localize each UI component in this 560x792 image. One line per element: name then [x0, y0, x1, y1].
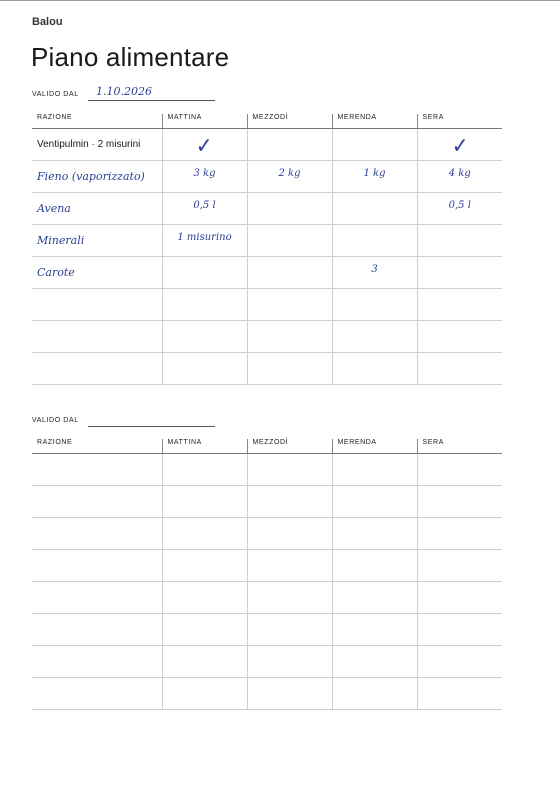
table-row [32, 614, 502, 646]
owner-name: Balou [32, 16, 63, 28]
table-header-row [32, 439, 502, 454]
mattina-value: 0,5 l [193, 200, 216, 211]
feeding-table-2 [32, 439, 502, 710]
col-header-razione: RAZIONE [32, 114, 162, 129]
merenda-cell[interactable] [332, 257, 417, 289]
page-title: Piano alimentare [31, 42, 230, 72]
sera-cell[interactable] [417, 321, 502, 353]
mattina-cell[interactable] [162, 550, 247, 582]
mattina-cell[interactable] [162, 614, 247, 646]
mattina-value: 3 kg [193, 168, 216, 179]
check-icon: ✓ [196, 134, 213, 159]
merenda-value: 3 [371, 264, 378, 275]
sera-cell[interactable] [417, 646, 502, 678]
mezzodi-cell[interactable] [247, 486, 332, 518]
ration-cell[interactable]: Fieno (vaporizzato) [32, 161, 162, 193]
valid-from-line [88, 100, 215, 101]
mattina-cell[interactable] [162, 646, 247, 678]
mezzodi-cell[interactable] [247, 257, 332, 289]
mezzodi-cell[interactable] [247, 454, 332, 486]
sera-cell[interactable] [417, 614, 502, 646]
mezzodi-cell[interactable] [247, 614, 332, 646]
ration-cell[interactable] [32, 614, 162, 646]
sera-cell[interactable] [417, 486, 502, 518]
merenda-value: 1 kg [363, 168, 386, 179]
ration-cell[interactable] [32, 550, 162, 582]
table-row [32, 353, 502, 385]
col-header-mezzodi: MEZZODÌ [247, 439, 332, 454]
merenda-cell[interactable] [332, 129, 417, 161]
ration-cell[interactable]: Carote [32, 257, 162, 289]
merenda-cell[interactable] [332, 646, 417, 678]
ration-cell[interactable]: Avena [32, 193, 162, 225]
ration-cell[interactable] [32, 678, 162, 710]
ration-cell[interactable] [32, 289, 162, 321]
merenda-cell[interactable] [332, 486, 417, 518]
mattina-cell[interactable] [162, 321, 247, 353]
sera-value: 0,5 l [448, 200, 471, 211]
mezzodi-cell[interactable] [247, 161, 332, 193]
col-header-mattina: MATTINA [162, 439, 247, 454]
mezzodi-cell[interactable] [247, 321, 332, 353]
sera-cell[interactable] [417, 550, 502, 582]
mezzodi-cell[interactable] [247, 646, 332, 678]
mattina-cell[interactable] [162, 518, 247, 550]
col-header-merenda: MERENDA [332, 439, 417, 454]
sera-cell[interactable] [417, 518, 502, 550]
table-row [32, 518, 502, 550]
mattina-cell[interactable] [162, 582, 247, 614]
ration-cell[interactable] [32, 582, 162, 614]
sera-cell[interactable] [417, 678, 502, 710]
table-row [32, 678, 502, 710]
table-row [32, 289, 502, 321]
col-header-sera: SERA [417, 439, 502, 454]
sera-cell[interactable] [417, 582, 502, 614]
merenda-cell[interactable] [332, 518, 417, 550]
merenda-cell[interactable] [332, 193, 417, 225]
mezzodi-cell[interactable] [247, 582, 332, 614]
ration-cell[interactable] [32, 486, 162, 518]
sera-cell[interactable] [417, 225, 502, 257]
mattina-cell[interactable] [162, 486, 247, 518]
table-row [32, 646, 502, 678]
col-header-merenda: MERENDA [332, 114, 417, 129]
mattina-cell[interactable] [162, 454, 247, 486]
mattina-cell[interactable] [162, 129, 247, 161]
mattina-cell[interactable] [162, 257, 247, 289]
col-header-sera: SERA [417, 114, 502, 129]
merenda-cell[interactable] [332, 161, 417, 193]
table-header-row [32, 114, 502, 129]
ration-cell[interactable] [32, 454, 162, 486]
mezzodi-cell[interactable] [247, 518, 332, 550]
ration-cell[interactable] [32, 353, 162, 385]
table-row [32, 225, 502, 257]
ration-cell[interactable] [32, 518, 162, 550]
mezzodi-cell[interactable] [247, 678, 332, 710]
sera-cell[interactable] [417, 454, 502, 486]
col-header-mezzodi: MEZZODÌ [247, 114, 332, 129]
ration-cell[interactable]: Minerali [32, 225, 162, 257]
feeding-table-1 [32, 114, 502, 385]
mattina-value: 1 misurino [177, 232, 232, 243]
col-header-razione: RAZIONE [32, 439, 162, 454]
mattina-cell[interactable] [162, 289, 247, 321]
sera-cell[interactable] [417, 289, 502, 321]
sera-cell[interactable] [417, 161, 502, 193]
col-header-mattina: MATTINA [162, 114, 247, 129]
mezzodi-cell[interactable] [247, 353, 332, 385]
table-row [32, 161, 502, 193]
merenda-cell[interactable] [332, 614, 417, 646]
merenda-cell[interactable] [332, 321, 417, 353]
ration-cell[interactable]: Ventipulmin · 2 misurini [32, 129, 162, 161]
table-row [32, 454, 502, 486]
sera-value: 4 kg [448, 168, 471, 179]
ration-cell[interactable] [32, 646, 162, 678]
mezzodi-cell[interactable] [247, 550, 332, 582]
table-row [32, 321, 502, 353]
table-row [32, 582, 502, 614]
table-row [32, 257, 502, 289]
mattina-cell[interactable] [162, 161, 247, 193]
mezzodi-cell[interactable] [247, 289, 332, 321]
merenda-cell[interactable] [332, 225, 417, 257]
mattina-cell[interactable] [162, 225, 247, 257]
sera-cell[interactable] [417, 353, 502, 385]
valid-from-label: VALIDO DAL [32, 417, 79, 424]
mezzodi-cell[interactable] [247, 193, 332, 225]
table-row [32, 486, 502, 518]
mattina-cell[interactable] [162, 353, 247, 385]
merenda-cell[interactable] [332, 550, 417, 582]
merenda-cell[interactable] [332, 678, 417, 710]
valid-from-value[interactable]: 1.10.2026 [96, 85, 152, 98]
ration-cell[interactable] [32, 321, 162, 353]
check-icon: ✓ [451, 134, 469, 159]
mattina-cell[interactable] [162, 193, 247, 225]
merenda-cell[interactable] [332, 454, 417, 486]
mezzodi-cell[interactable] [247, 225, 332, 257]
merenda-cell[interactable] [332, 582, 417, 614]
sera-cell[interactable] [417, 129, 502, 161]
sera-cell[interactable] [417, 193, 502, 225]
table-row [32, 129, 502, 161]
sera-cell[interactable] [417, 257, 502, 289]
merenda-cell[interactable] [332, 289, 417, 321]
mattina-cell[interactable] [162, 678, 247, 710]
valid-from-label: VALIDO DAL [32, 91, 79, 98]
mezzodi-value: 2 kg [278, 168, 301, 179]
valid-from-line [88, 426, 215, 427]
table-row [32, 550, 502, 582]
table-row [32, 193, 502, 225]
merenda-cell[interactable] [332, 353, 417, 385]
mezzodi-cell[interactable] [247, 129, 332, 161]
